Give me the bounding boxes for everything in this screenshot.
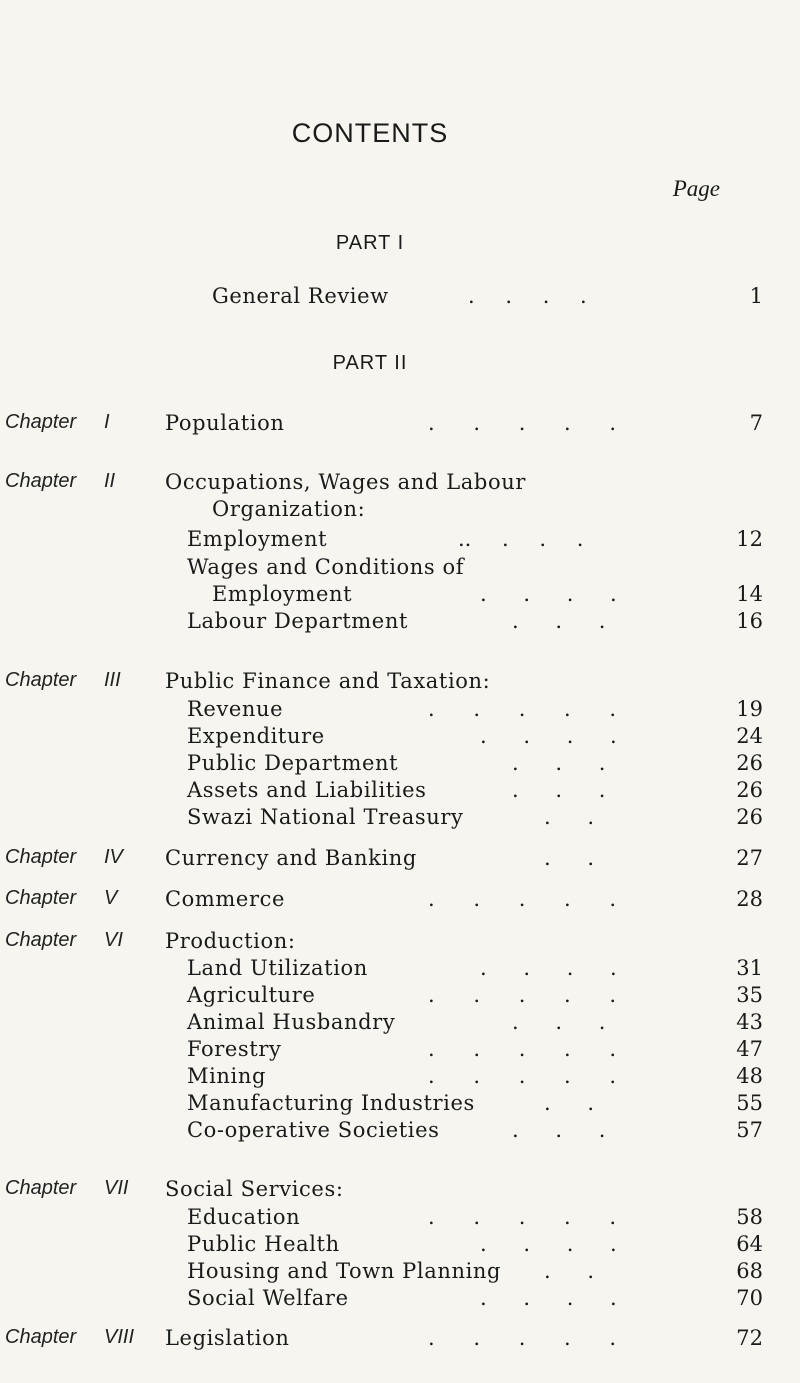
page-number: 72 (736, 1326, 763, 1350)
page-number: 26 (736, 751, 763, 775)
entry-title: Agriculture (187, 983, 316, 1007)
leader-dots: . . . . . (428, 1064, 617, 1088)
leader-dots: . . . . (480, 1286, 617, 1310)
chapter-title: Production: (165, 929, 296, 953)
entry-title: Assets and Liabilities (187, 778, 427, 802)
entry-title: Animal Husbandry (187, 1010, 396, 1034)
leader-dots: . . (544, 805, 595, 829)
entry-title: Revenue (187, 697, 284, 721)
chapter-label: Chapter (5, 470, 77, 492)
chapter-number: II (104, 470, 116, 492)
page-number: 35 (736, 983, 763, 1007)
entry-title: Education (187, 1205, 301, 1229)
entry-title: Expenditure (187, 724, 325, 748)
entry-title: Manufacturing Industries (187, 1091, 475, 1115)
chapter-number: IV (104, 846, 123, 868)
leader-dots: . . . . . (428, 983, 617, 1007)
page-number: 43 (736, 1010, 763, 1034)
page-number: 14 (736, 582, 763, 606)
page-number: 58 (736, 1205, 763, 1229)
chapter-label: Chapter (5, 929, 77, 951)
chapter-number: III (104, 669, 121, 691)
chapter-number: VIII (104, 1326, 135, 1348)
entry-title: General Review (212, 284, 389, 308)
chapter-label: Chapter (5, 669, 77, 691)
leader-dots: .. . . . (458, 527, 584, 551)
entry-title: Forestry (187, 1037, 282, 1061)
chapter-title: Currency and Banking (165, 846, 417, 870)
leader-dots: . . (544, 1259, 595, 1283)
page-number: 47 (736, 1037, 763, 1061)
leader-dots: . . (544, 1091, 595, 1115)
leader-dots: . . . . . (428, 887, 617, 911)
page-number: 55 (736, 1091, 763, 1115)
leader-dots: . . . (512, 609, 606, 633)
chapter-title: Commerce (165, 887, 285, 911)
part-heading: PART II (332, 352, 408, 374)
entry-title: Public Health (187, 1232, 340, 1256)
chapter-number: VII (104, 1177, 129, 1199)
entry-title: Employment (187, 527, 328, 551)
page-title: CONTENTS (291, 118, 449, 148)
entry-title: Mining (187, 1064, 267, 1088)
entry-title: Swazi National Treasury (187, 805, 464, 829)
chapter-title: Population (165, 411, 285, 435)
chapter-label: Chapter (5, 1326, 77, 1348)
page-number: 57 (736, 1118, 763, 1142)
page-number: 7 (749, 411, 763, 435)
page-number: 68 (736, 1259, 763, 1283)
leader-dots: . . . . (480, 1232, 617, 1256)
page-number: 19 (736, 697, 763, 721)
chapter-title: Social Services: (165, 1177, 344, 1201)
chapter-title: Public Finance and Taxation: (165, 669, 491, 693)
chapter-number: V (104, 887, 118, 909)
leader-dots: . . . . (480, 956, 617, 980)
chapter-label: Chapter (5, 411, 77, 433)
leader-dots: . . . . . (428, 697, 617, 721)
page-number: 48 (736, 1064, 763, 1088)
chapter-label: Chapter (5, 1177, 77, 1199)
entry-title-continued: Employment (212, 582, 353, 606)
entry-title: Co-operative Societies (187, 1118, 440, 1142)
entry-title: Land Utilization (187, 956, 368, 980)
chapter-title: Occupations, Wages and Labour (165, 470, 526, 494)
chapter-title-continued: Organization: (212, 497, 366, 521)
page-number: 70 (736, 1286, 763, 1310)
page-number: 27 (736, 846, 763, 870)
leader-dots: . . . . (468, 284, 587, 308)
page-number: 31 (736, 956, 763, 980)
leader-dots: . . . . . (428, 1205, 617, 1229)
page-number: 64 (736, 1232, 763, 1256)
page-column-label: Page (672, 176, 720, 201)
leader-dots: . . . . (480, 582, 617, 606)
leader-dots: . . . (512, 778, 606, 802)
chapter-title: Legislation (165, 1326, 290, 1350)
entry-title: Labour Department (187, 609, 408, 633)
page-number: 16 (736, 609, 763, 633)
chapter-label: Chapter (5, 887, 77, 909)
leader-dots: . . . (512, 1010, 606, 1034)
page-number: 24 (736, 724, 763, 748)
leader-dots: . . (544, 846, 595, 870)
leader-dots: . . . . . (428, 1326, 617, 1350)
page-number: 26 (736, 805, 763, 829)
entry-title: Social Welfare (187, 1286, 349, 1310)
chapter-number: I (104, 411, 110, 433)
entry-title: Public Department (187, 751, 399, 775)
page-number: 12 (736, 527, 763, 551)
leader-dots: . . . . . (428, 411, 617, 435)
chapter-label: Chapter (5, 846, 77, 868)
entry-title: Housing and Town Planning (187, 1259, 502, 1283)
leader-dots: . . . . (480, 724, 617, 748)
entry-title: Wages and Conditions of (187, 555, 465, 579)
leader-dots: . . . (512, 751, 606, 775)
leader-dots: . . . (512, 1118, 606, 1142)
page-number: 28 (736, 887, 763, 911)
leader-dots: . . . . . (428, 1037, 617, 1061)
part-heading: PART I (335, 232, 405, 254)
chapter-number: VI (104, 929, 123, 951)
page-number: 26 (736, 778, 763, 802)
page-number: 1 (749, 284, 763, 308)
